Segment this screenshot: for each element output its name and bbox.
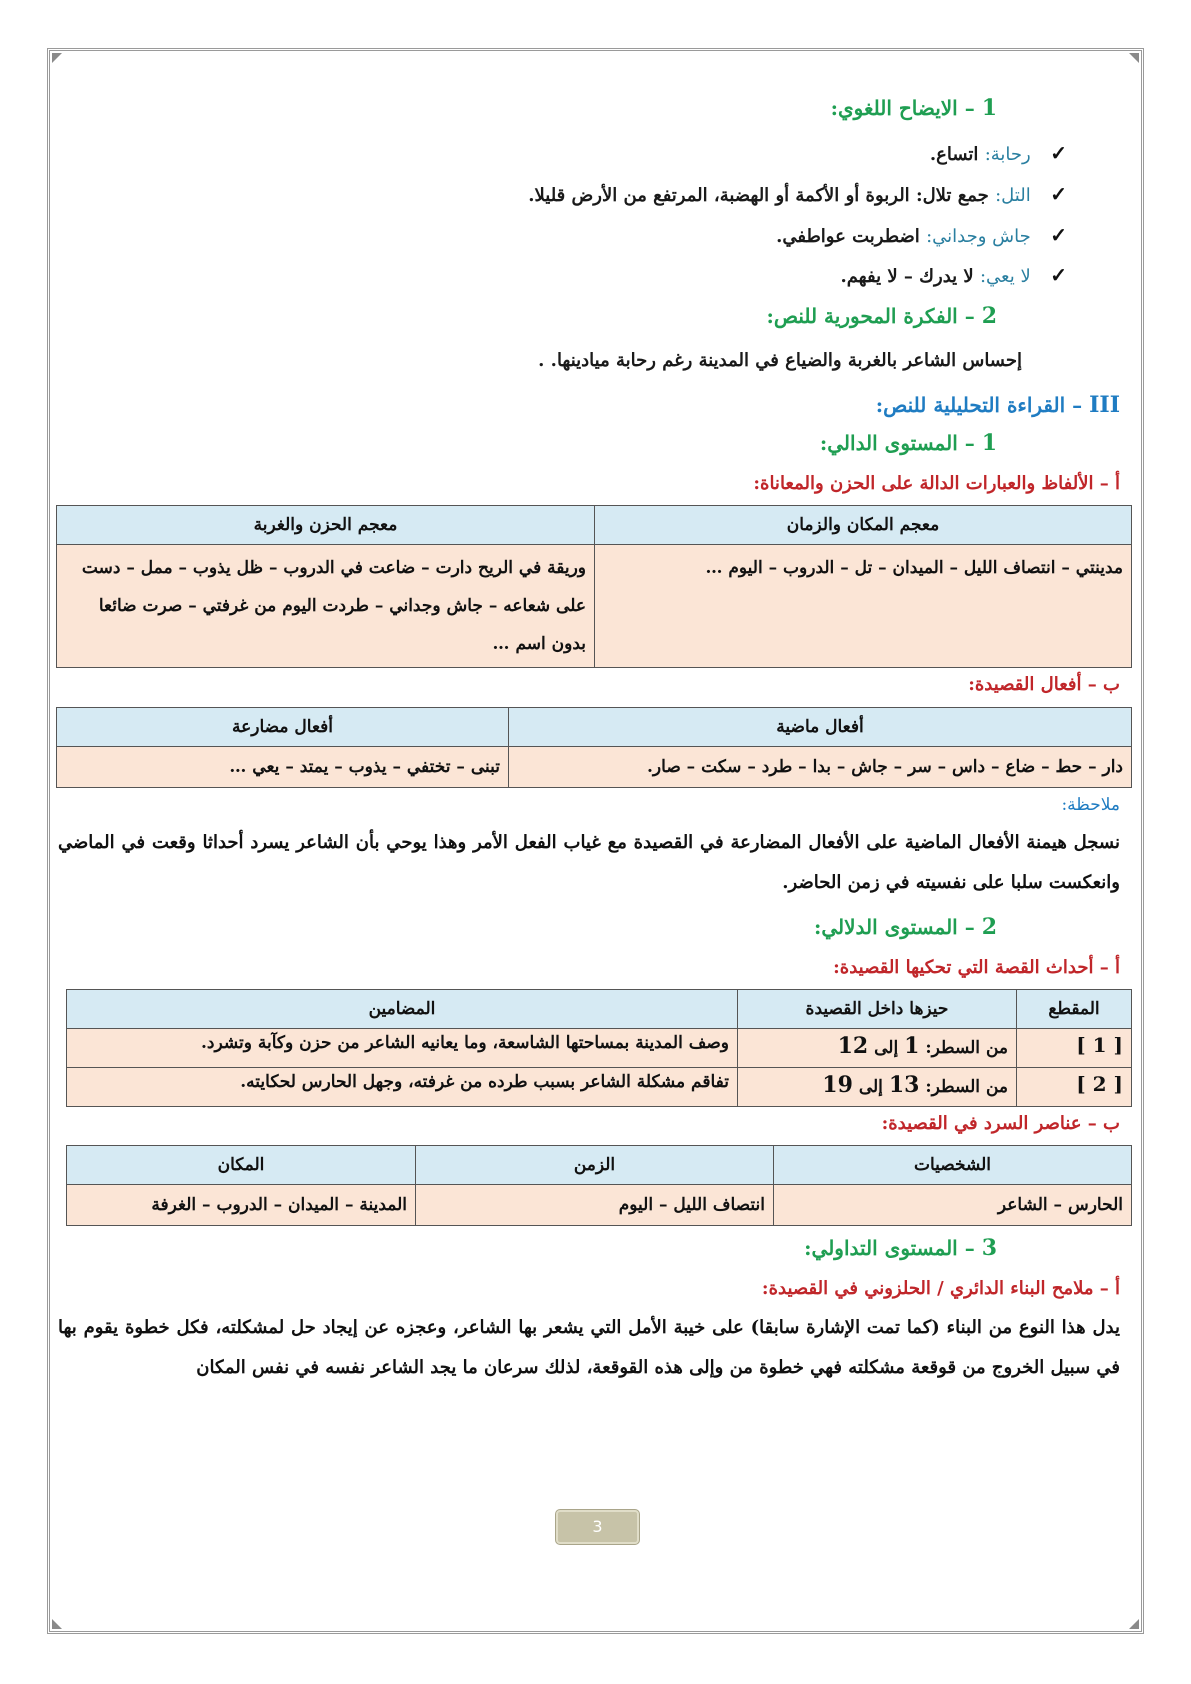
table-header: المقطع <box>1017 990 1132 1029</box>
vocab-item: ✓ لا يعي: لا يدرك – لا يفهم. <box>840 263 1067 287</box>
table-header: الزمن <box>416 1146 774 1185</box>
note-paragraph: نسجل هيمنة الأفعال الماضية على الأفعال المضارعة في القصيدة مع غياب الفعل الأمر وهذا يوحي بأن الشاعر يسرد أحداثا وقعت في الماضي وانعكست سلبا على نفسيته في زمن الحاضر. <box>58 832 1120 893</box>
segment-cell: [ 2 ] <box>1017 1068 1132 1107</box>
events-table <box>66 989 1132 1107</box>
vocab-item: ✓ رحابة: اتساع. <box>929 141 1067 165</box>
sub-heading: ب – عناصر السرد في القصيدة: <box>881 1113 1120 1134</box>
subsection-heading: 3 – المستوى التداولي: <box>804 1235 997 1261</box>
verbs-table <box>56 707 1132 788</box>
sub-heading: أ – ملامح البناء الدائري / الحلزوني في القصيدة: <box>761 1278 1120 1299</box>
check-icon: ✓ <box>1050 182 1067 206</box>
table-cell: تبنى – تختفي – يذوب – يمتد – يعي … <box>57 747 509 788</box>
table-header: معجم الحزن والغربة <box>57 506 595 545</box>
vocab-item: ✓ جاش وجداني: اضطربت عواطفي. <box>776 223 1067 247</box>
table-cell: انتصاف الليل – اليوم <box>416 1185 774 1226</box>
table-header: المضامين <box>67 990 738 1029</box>
corner-ornament <box>52 1619 62 1629</box>
section-heading: 2 – الفكرة المحورية للنص: <box>766 303 997 329</box>
table-header: الشخصيات <box>774 1146 1132 1185</box>
section-heading: 1 – الايضاح اللغوي: <box>830 95 997 121</box>
range-cell: من السطر: 13 إلى 19 <box>738 1068 1017 1107</box>
section-heading: III – القراءة التحليلية للنص: <box>875 392 1120 418</box>
range-cell: من السطر: 1 إلى 12 <box>738 1029 1017 1068</box>
segment-cell: [ 1 ] <box>1017 1029 1132 1068</box>
central-idea: إحساس الشاعر بالغربة والضياع في المدينة رغم رحابة ميادينها. . <box>538 350 1022 371</box>
check-icon: ✓ <box>1050 263 1067 287</box>
narrative-elements-table <box>66 1145 1132 1226</box>
table-cell: دار – حط – ضاع – داس – سر – جاش – بدا – طرد – سكت – صار. <box>509 747 1132 788</box>
sub-heading: أ – أحداث القصة التي تحكيها القصيدة: <box>833 957 1120 978</box>
sub-heading: أ – الألفاظ والعبارات الدالة على الحزن والمعاناة: <box>753 473 1120 494</box>
table-header: أفعال مضارعة <box>57 708 509 747</box>
corner-ornament <box>1129 1619 1139 1629</box>
table-cell: وريقة في الريح دارت – ضاعت في الدروب – ظل يذوب – ممل – دست على شعاعه – جاش وجداني – طردت اليوم من غرفتي – صرت ضائعا بدون اسم … <box>57 545 595 668</box>
final-paragraph: يدل هذا النوع من البناء (كما تمت الإشارة سابقا) على خيبة الأمل التي يشعر بها الشاعر، وعجزه عن إيجاد حل لمشكلته، فكل خطوة يقوم بها في سبيل الخروج من قوقعة مشكلته فهي خطوة من وإلى هذه القوقعة، لذلك سرعان ما يجد الشاعر نفسه في نفس المكان <box>58 1317 1120 1378</box>
table-header: أفعال ماضية <box>509 708 1132 747</box>
sub-heading: ب – أفعال القصيدة: <box>968 674 1120 695</box>
table-header: المكان <box>67 1146 416 1185</box>
check-icon: ✓ <box>1050 223 1067 247</box>
table-cell: المدينة – الميدان – الدروب – الغرفة <box>67 1185 416 1226</box>
check-icon: ✓ <box>1050 141 1067 165</box>
vocab-item: ✓ التل: جمع تلال: الربوة أو الأكمة أو الهضبة، المرتفع من الأرض قليلا. <box>528 182 1067 206</box>
subsection-heading: 2 – المستوى الدلالي: <box>814 914 997 940</box>
table-header: حيزها داخل القصيدة <box>738 990 1017 1029</box>
note-label: ملاحظة: <box>1061 795 1120 815</box>
subsection-heading: 1 – المستوى الدالي: <box>819 430 997 456</box>
corner-ornament <box>52 53 62 63</box>
page-number: 3 <box>556 1510 639 1544</box>
corner-ornament <box>1129 53 1139 63</box>
table-cell: الحارس – الشاعر <box>774 1185 1132 1226</box>
table-cell: مدينتي – انتصاف الليل – الميدان – تل – الدروب – اليوم … <box>595 545 1132 668</box>
content-cell: وصف المدينة بمساحتها الشاسعة، وما يعانيه الشاعر من حزن وكآبة وتشرد. <box>67 1029 738 1068</box>
table-row <box>67 1029 1132 1068</box>
table-header: معجم المكان والزمان <box>595 506 1132 545</box>
lexicon-table <box>56 505 1132 668</box>
table-row <box>67 1068 1132 1107</box>
content-cell: تفاقم مشكلة الشاعر بسبب طرده من غرفته، وجهل الحارس لحكايته. <box>67 1068 738 1107</box>
